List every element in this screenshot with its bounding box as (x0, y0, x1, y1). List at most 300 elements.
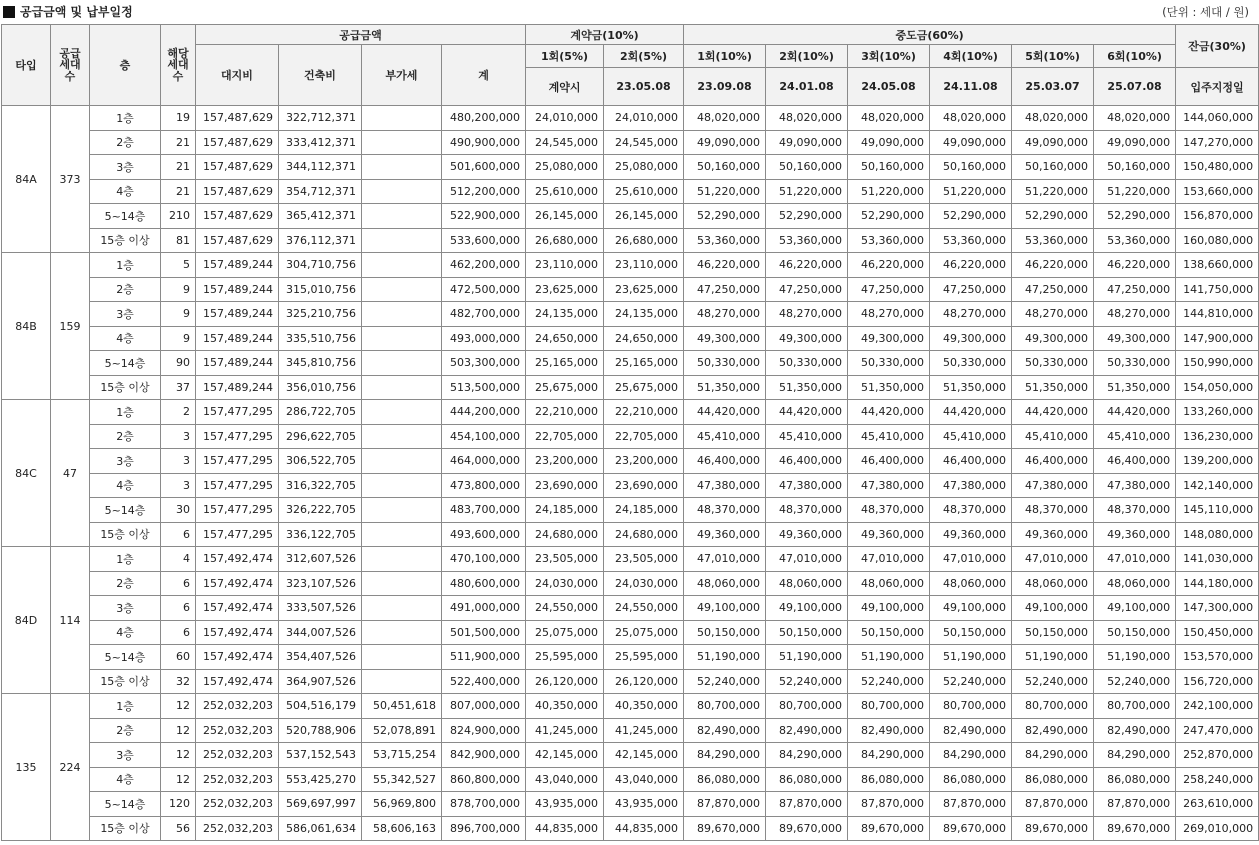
middle-5-cell: 46,220,000 (1012, 253, 1094, 278)
land-cell: 252,032,203 (196, 816, 279, 841)
floor-cell: 4층 (90, 473, 161, 498)
balance-cell: 133,260,000 (1176, 400, 1259, 425)
middle-1-cell: 47,250,000 (684, 277, 766, 302)
table-row (2, 351, 1259, 376)
middle-4-cell: 51,190,000 (930, 645, 1012, 670)
units-cell: 9 (161, 302, 196, 327)
contract-1-cell: 24,135,000 (526, 302, 604, 327)
balance-cell: 148,080,000 (1176, 522, 1259, 547)
units-cell: 6 (161, 571, 196, 596)
middle-1-cell: 49,360,000 (684, 522, 766, 547)
middle-4-cell: 44,420,000 (930, 400, 1012, 425)
contract-2-cell: 24,030,000 (604, 571, 684, 596)
total-cell: 473,800,000 (442, 473, 526, 498)
table-row (2, 253, 1259, 278)
land-cell: 157,487,629 (196, 106, 279, 131)
middle-5-cell: 47,380,000 (1012, 473, 1094, 498)
units-cell: 90 (161, 351, 196, 376)
households-cell: 47 (51, 400, 90, 547)
contract-1-cell: 26,120,000 (526, 669, 604, 694)
total-cell: 470,100,000 (442, 547, 526, 572)
units-cell: 4 (161, 547, 196, 572)
total-cell: 501,600,000 (442, 155, 526, 180)
units-cell: 5 (161, 253, 196, 278)
floor-cell: 2층 (90, 130, 161, 155)
building-cell: 286,722,705 (279, 400, 362, 425)
total-cell: 472,500,000 (442, 277, 526, 302)
title-text: 공급금액 및 납부일정 (20, 5, 133, 19)
contract-2-cell: 26,120,000 (604, 669, 684, 694)
vat-cell (362, 179, 442, 204)
middle-6-cell: 51,190,000 (1094, 645, 1176, 670)
units-cell: 60 (161, 645, 196, 670)
middle-4-cell: 48,060,000 (930, 571, 1012, 596)
middle-1-cell: 47,010,000 (684, 547, 766, 572)
total-cell: 490,900,000 (442, 130, 526, 155)
header-middle-1-date: 23.09.08 (684, 68, 766, 106)
table-row (2, 620, 1259, 645)
middle-6-cell: 44,420,000 (1094, 400, 1176, 425)
building-cell: 333,412,371 (279, 130, 362, 155)
units-cell: 19 (161, 106, 196, 131)
middle-1-cell: 49,300,000 (684, 326, 766, 351)
middle-2-cell: 48,020,000 (766, 106, 848, 131)
contract-1-cell: 25,080,000 (526, 155, 604, 180)
middle-6-cell: 50,150,000 (1094, 620, 1176, 645)
middle-1-cell: 80,700,000 (684, 694, 766, 719)
building-cell: 364,907,526 (279, 669, 362, 694)
middle-2-cell: 46,400,000 (766, 449, 848, 474)
balance-cell: 141,750,000 (1176, 277, 1259, 302)
total-cell: 454,100,000 (442, 424, 526, 449)
table-row (2, 277, 1259, 302)
middle-3-cell: 48,370,000 (848, 498, 930, 523)
middle-5-cell: 52,240,000 (1012, 669, 1094, 694)
middle-3-cell: 46,220,000 (848, 253, 930, 278)
middle-5-cell: 51,220,000 (1012, 179, 1094, 204)
total-cell: 462,200,000 (442, 253, 526, 278)
middle-2-cell: 48,270,000 (766, 302, 848, 327)
middle-3-cell: 46,400,000 (848, 449, 930, 474)
middle-1-cell: 87,870,000 (684, 792, 766, 817)
total-cell: 511,900,000 (442, 645, 526, 670)
middle-2-cell: 49,090,000 (766, 130, 848, 155)
total-cell: 480,600,000 (442, 571, 526, 596)
middle-4-cell: 47,010,000 (930, 547, 1012, 572)
contract-2-cell: 41,245,000 (604, 718, 684, 743)
floor-cell: 1층 (90, 106, 161, 131)
header-middle-2-date: 24.01.08 (766, 68, 848, 106)
middle-4-cell: 53,360,000 (930, 228, 1012, 253)
building-cell: 315,010,756 (279, 277, 362, 302)
contract-1-cell: 23,690,000 (526, 473, 604, 498)
vat-cell (362, 620, 442, 645)
building-cell: 376,112,371 (279, 228, 362, 253)
land-cell: 157,477,295 (196, 498, 279, 523)
total-cell: 842,900,000 (442, 743, 526, 768)
middle-6-cell: 82,490,000 (1094, 718, 1176, 743)
middle-4-cell: 45,410,000 (930, 424, 1012, 449)
middle-6-cell: 45,410,000 (1094, 424, 1176, 449)
contract-1-cell: 25,075,000 (526, 620, 604, 645)
middle-1-cell: 49,090,000 (684, 130, 766, 155)
middle-2-cell: 48,370,000 (766, 498, 848, 523)
middle-6-cell: 49,090,000 (1094, 130, 1176, 155)
floor-cell: 1층 (90, 547, 161, 572)
middle-4-cell: 52,240,000 (930, 669, 1012, 694)
middle-3-cell: 49,090,000 (848, 130, 930, 155)
land-cell: 157,492,474 (196, 547, 279, 572)
middle-3-cell: 48,020,000 (848, 106, 930, 131)
vat-cell (362, 596, 442, 621)
middle-5-cell: 48,020,000 (1012, 106, 1094, 131)
land-cell: 157,489,244 (196, 375, 279, 400)
contract-1-cell: 24,680,000 (526, 522, 604, 547)
land-cell: 157,477,295 (196, 400, 279, 425)
middle-1-cell: 46,400,000 (684, 449, 766, 474)
total-cell: 480,200,000 (442, 106, 526, 131)
middle-6-cell: 53,360,000 (1094, 228, 1176, 253)
vat-cell (362, 424, 442, 449)
balance-cell: 153,570,000 (1176, 645, 1259, 670)
vat-cell (362, 130, 442, 155)
floor-cell: 5~14층 (90, 645, 161, 670)
building-cell: 354,407,526 (279, 645, 362, 670)
middle-5-cell: 51,350,000 (1012, 375, 1094, 400)
vat-cell: 52,078,891 (362, 718, 442, 743)
middle-3-cell: 49,300,000 (848, 326, 930, 351)
middle-4-cell: 86,080,000 (930, 767, 1012, 792)
units-cell: 81 (161, 228, 196, 253)
table-row (2, 179, 1259, 204)
balance-cell: 138,660,000 (1176, 253, 1259, 278)
middle-1-cell: 82,490,000 (684, 718, 766, 743)
land-cell: 252,032,203 (196, 792, 279, 817)
middle-4-cell: 48,370,000 (930, 498, 1012, 523)
total-cell: 533,600,000 (442, 228, 526, 253)
middle-2-cell: 80,700,000 (766, 694, 848, 719)
header-contract-2-date: 23.05.08 (604, 68, 684, 106)
middle-1-cell: 86,080,000 (684, 767, 766, 792)
header-balance: 잔금(30%) (1176, 25, 1259, 68)
header-contract-1-date: 계약시 (526, 68, 604, 106)
middle-6-cell: 87,870,000 (1094, 792, 1176, 817)
building-cell: 323,107,526 (279, 571, 362, 596)
middle-3-cell: 47,250,000 (848, 277, 930, 302)
total-cell: 807,000,000 (442, 694, 526, 719)
land-cell: 157,487,629 (196, 130, 279, 155)
balance-cell: 153,660,000 (1176, 179, 1259, 204)
vat-cell (362, 645, 442, 670)
households-cell: 114 (51, 547, 90, 694)
table-row (2, 571, 1259, 596)
total-cell: 444,200,000 (442, 400, 526, 425)
middle-2-cell: 50,160,000 (766, 155, 848, 180)
middle-2-cell: 51,220,000 (766, 179, 848, 204)
middle-3-cell: 47,010,000 (848, 547, 930, 572)
middle-6-cell: 47,010,000 (1094, 547, 1176, 572)
middle-2-cell: 52,240,000 (766, 669, 848, 694)
balance-cell: 269,010,000 (1176, 816, 1259, 841)
middle-3-cell: 89,670,000 (848, 816, 930, 841)
contract-1-cell: 24,550,000 (526, 596, 604, 621)
floor-cell: 5~14층 (90, 204, 161, 229)
contract-2-cell: 24,550,000 (604, 596, 684, 621)
table-row (2, 767, 1259, 792)
vat-cell (362, 669, 442, 694)
vat-cell (362, 253, 442, 278)
table-row (2, 228, 1259, 253)
table-row (2, 547, 1259, 572)
price-schedule-table (1, 24, 1259, 841)
building-cell: 586,061,634 (279, 816, 362, 841)
table-row (2, 326, 1259, 351)
land-cell: 157,487,629 (196, 228, 279, 253)
table-row (2, 522, 1259, 547)
middle-4-cell: 46,400,000 (930, 449, 1012, 474)
middle-1-cell: 50,160,000 (684, 155, 766, 180)
total-cell: 522,400,000 (442, 669, 526, 694)
middle-1-cell: 50,150,000 (684, 620, 766, 645)
middle-5-cell: 47,250,000 (1012, 277, 1094, 302)
total-cell: 493,000,000 (442, 326, 526, 351)
middle-6-cell: 51,220,000 (1094, 179, 1176, 204)
header-balance-date: 입주지정일 (1176, 68, 1259, 106)
land-cell: 252,032,203 (196, 767, 279, 792)
contract-2-cell: 24,650,000 (604, 326, 684, 351)
middle-5-cell: 80,700,000 (1012, 694, 1094, 719)
middle-3-cell: 51,220,000 (848, 179, 930, 204)
middle-2-cell: 84,290,000 (766, 743, 848, 768)
contract-1-cell: 24,545,000 (526, 130, 604, 155)
land-cell: 157,489,244 (196, 253, 279, 278)
contract-1-cell: 22,210,000 (526, 400, 604, 425)
middle-5-cell: 44,420,000 (1012, 400, 1094, 425)
header-middle-5-date: 25.03.07 (1012, 68, 1094, 106)
households-cell: 224 (51, 694, 90, 841)
middle-4-cell: 50,330,000 (930, 351, 1012, 376)
contract-2-cell: 43,935,000 (604, 792, 684, 817)
households-cell: 159 (51, 253, 90, 400)
building-cell: 553,425,270 (279, 767, 362, 792)
contract-2-cell: 25,610,000 (604, 179, 684, 204)
type-cell: 135 (2, 694, 51, 841)
header-building: 건축비 (279, 45, 362, 106)
middle-6-cell: 48,270,000 (1094, 302, 1176, 327)
floor-cell: 15층 이상 (90, 228, 161, 253)
vat-cell (362, 449, 442, 474)
middle-5-cell: 49,100,000 (1012, 596, 1094, 621)
contract-1-cell: 23,505,000 (526, 547, 604, 572)
land-cell: 157,492,474 (196, 620, 279, 645)
middle-2-cell: 49,300,000 (766, 326, 848, 351)
middle-6-cell: 89,670,000 (1094, 816, 1176, 841)
total-cell: 501,500,000 (442, 620, 526, 645)
header-middle-2: 2회(10%) (766, 45, 848, 68)
vat-cell (362, 571, 442, 596)
middle-2-cell: 47,380,000 (766, 473, 848, 498)
vat-cell (362, 375, 442, 400)
balance-cell: 160,080,000 (1176, 228, 1259, 253)
building-cell: 336,122,705 (279, 522, 362, 547)
middle-6-cell: 48,370,000 (1094, 498, 1176, 523)
floor-cell: 2층 (90, 718, 161, 743)
vat-cell (362, 155, 442, 180)
floor-cell: 5~14층 (90, 498, 161, 523)
middle-2-cell: 45,410,000 (766, 424, 848, 449)
middle-4-cell: 80,700,000 (930, 694, 1012, 719)
middle-4-cell: 51,220,000 (930, 179, 1012, 204)
header-households: 공급 세대 수 (51, 25, 90, 106)
balance-cell: 247,470,000 (1176, 718, 1259, 743)
middle-3-cell: 80,700,000 (848, 694, 930, 719)
middle-5-cell: 49,090,000 (1012, 130, 1094, 155)
header-middle-6: 6회(10%) (1094, 45, 1176, 68)
vat-cell (362, 547, 442, 572)
contract-2-cell: 42,145,000 (604, 743, 684, 768)
middle-4-cell: 49,090,000 (930, 130, 1012, 155)
vat-cell: 56,969,800 (362, 792, 442, 817)
middle-4-cell: 48,270,000 (930, 302, 1012, 327)
vat-cell (362, 326, 442, 351)
middle-5-cell: 48,270,000 (1012, 302, 1094, 327)
middle-1-cell: 89,670,000 (684, 816, 766, 841)
middle-2-cell: 48,060,000 (766, 571, 848, 596)
table-row (2, 130, 1259, 155)
land-cell: 157,489,244 (196, 351, 279, 376)
building-cell: 304,710,756 (279, 253, 362, 278)
units-cell: 21 (161, 179, 196, 204)
middle-6-cell: 48,060,000 (1094, 571, 1176, 596)
middle-4-cell: 48,020,000 (930, 106, 1012, 131)
floor-cell: 15층 이상 (90, 669, 161, 694)
land-cell: 252,032,203 (196, 694, 279, 719)
middle-6-cell: 86,080,000 (1094, 767, 1176, 792)
middle-1-cell: 51,220,000 (684, 179, 766, 204)
table-row (2, 645, 1259, 670)
contract-2-cell: 22,705,000 (604, 424, 684, 449)
units-cell: 210 (161, 204, 196, 229)
middle-5-cell: 47,010,000 (1012, 547, 1094, 572)
contract-1-cell: 25,165,000 (526, 351, 604, 376)
middle-3-cell: 50,330,000 (848, 351, 930, 376)
floor-cell: 1층 (90, 400, 161, 425)
building-cell: 322,712,371 (279, 106, 362, 131)
balance-cell: 139,200,000 (1176, 449, 1259, 474)
balance-cell: 144,810,000 (1176, 302, 1259, 327)
units-cell: 6 (161, 522, 196, 547)
units-cell: 12 (161, 743, 196, 768)
middle-6-cell: 48,020,000 (1094, 106, 1176, 131)
middle-4-cell: 49,300,000 (930, 326, 1012, 351)
units-cell: 32 (161, 669, 196, 694)
contract-1-cell: 23,625,000 (526, 277, 604, 302)
square-bullet-icon (3, 6, 15, 18)
middle-1-cell: 52,240,000 (684, 669, 766, 694)
table-row (2, 694, 1259, 719)
table-row (2, 596, 1259, 621)
middle-6-cell: 47,250,000 (1094, 277, 1176, 302)
middle-5-cell: 52,290,000 (1012, 204, 1094, 229)
land-cell: 157,487,629 (196, 179, 279, 204)
middle-4-cell: 89,670,000 (930, 816, 1012, 841)
balance-cell: 147,300,000 (1176, 596, 1259, 621)
middle-3-cell: 82,490,000 (848, 718, 930, 743)
vat-cell (362, 498, 442, 523)
table-row (2, 473, 1259, 498)
header-contract-1: 1회(5%) (526, 45, 604, 68)
floor-cell: 3층 (90, 743, 161, 768)
contract-2-cell: 22,210,000 (604, 400, 684, 425)
middle-2-cell: 47,250,000 (766, 277, 848, 302)
balance-cell: 150,450,000 (1176, 620, 1259, 645)
vat-cell (362, 106, 442, 131)
building-cell: 335,510,756 (279, 326, 362, 351)
contract-2-cell: 26,145,000 (604, 204, 684, 229)
table-row (2, 204, 1259, 229)
land-cell: 157,487,629 (196, 204, 279, 229)
middle-1-cell: 50,330,000 (684, 351, 766, 376)
middle-3-cell: 50,150,000 (848, 620, 930, 645)
floor-cell: 2층 (90, 571, 161, 596)
total-cell: 824,900,000 (442, 718, 526, 743)
contract-2-cell: 23,200,000 (604, 449, 684, 474)
middle-5-cell: 86,080,000 (1012, 767, 1094, 792)
middle-4-cell: 51,350,000 (930, 375, 1012, 400)
contract-2-cell: 25,075,000 (604, 620, 684, 645)
middle-6-cell: 50,330,000 (1094, 351, 1176, 376)
balance-cell: 144,180,000 (1176, 571, 1259, 596)
middle-1-cell: 53,360,000 (684, 228, 766, 253)
floor-cell: 4층 (90, 620, 161, 645)
total-cell: 512,200,000 (442, 179, 526, 204)
building-cell: 333,507,526 (279, 596, 362, 621)
table-row (2, 424, 1259, 449)
middle-6-cell: 52,290,000 (1094, 204, 1176, 229)
units-cell: 6 (161, 596, 196, 621)
total-cell: 513,500,000 (442, 375, 526, 400)
contract-1-cell: 25,595,000 (526, 645, 604, 670)
contract-1-cell: 42,145,000 (526, 743, 604, 768)
floor-cell: 3층 (90, 302, 161, 327)
units-cell: 3 (161, 449, 196, 474)
table-row (2, 400, 1259, 425)
contract-2-cell: 24,680,000 (604, 522, 684, 547)
middle-6-cell: 49,360,000 (1094, 522, 1176, 547)
middle-6-cell: 46,220,000 (1094, 253, 1176, 278)
table-row (2, 498, 1259, 523)
middle-4-cell: 52,290,000 (930, 204, 1012, 229)
middle-5-cell: 84,290,000 (1012, 743, 1094, 768)
building-cell: 296,622,705 (279, 424, 362, 449)
units-cell: 12 (161, 694, 196, 719)
building-cell: 356,010,756 (279, 375, 362, 400)
balance-cell: 263,610,000 (1176, 792, 1259, 817)
units-cell: 21 (161, 130, 196, 155)
table-row (2, 155, 1259, 180)
land-cell: 157,477,295 (196, 424, 279, 449)
middle-6-cell: 84,290,000 (1094, 743, 1176, 768)
table-row (2, 449, 1259, 474)
header-floor: 층 (90, 25, 161, 106)
middle-3-cell: 48,270,000 (848, 302, 930, 327)
balance-cell: 145,110,000 (1176, 498, 1259, 523)
middle-3-cell: 51,350,000 (848, 375, 930, 400)
floor-cell: 3층 (90, 449, 161, 474)
middle-5-cell: 50,160,000 (1012, 155, 1094, 180)
middle-6-cell: 50,160,000 (1094, 155, 1176, 180)
middle-3-cell: 49,100,000 (848, 596, 930, 621)
